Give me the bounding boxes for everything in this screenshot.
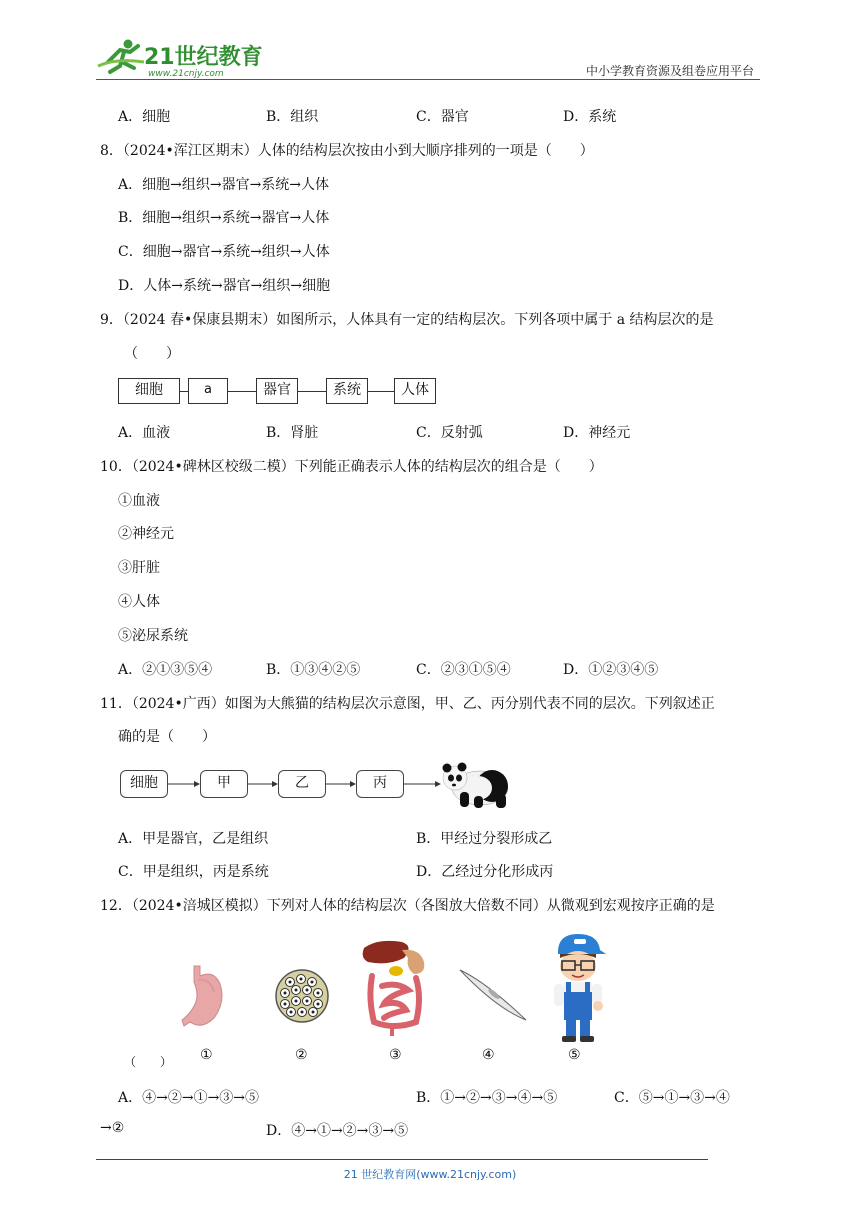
digestive-system-icon [358,938,432,1038]
stomach-icon [180,962,228,1032]
q9-option-c: C．反射弧 [416,425,483,441]
q11-option-b: B．甲经过分裂形成乙 [416,831,553,847]
q7-option-d: D．系统 [563,109,617,125]
q9-box-system: 系统 [326,378,368,404]
platform-title: 中小学教育资源及组卷应用平台 [585,64,754,78]
q10-option-c: C．②③①⑤④ [416,662,511,678]
q11-box-jia: 甲 [200,770,248,798]
q8-option-d: D．人体→系统→器官→组织→细胞 [118,278,331,294]
svg-text:21世纪教育: 21世纪教育 [144,45,263,70]
q12-option-a: A．④→②→①→③→⑤ [118,1090,260,1106]
q10-option-b: B．①③④②⑤ [266,662,361,678]
q11-box-cell: 细胞 [120,770,168,798]
connector [180,391,188,392]
q9-paren: （ ） [124,346,180,362]
q11-stem-line1: 11．（2024•广西）如图为大熊猫的结构层次示意图，甲、乙、丙分别代表不同的层次。下列叙述正 [100,696,715,712]
q10-option-a: A．②①③⑤④ [118,662,213,678]
q10-item-3: ③肝脏 [118,560,160,576]
q9-box-cell: 细胞 [118,378,180,404]
site-logo [96,36,266,80]
q9-box-body: 人体 [394,378,436,404]
q11-option-d: D．乙经过分化形成丙 [416,864,554,880]
q11-option-a: A．甲是器官，乙是组织 [118,831,269,847]
q12-fig-label-4: ④ [482,1047,495,1063]
footer-text: 21 世纪教育网(www.21cnjy.com) [343,1168,517,1181]
header-divider [96,79,760,80]
q11-option-c: C．甲是组织，丙是系统 [118,864,269,880]
q12-fig-label-2: ② [295,1047,308,1063]
q8-stem: 8．（2024•浑江区期末）人体的结构层次按由小到大顺序排列的一项是（ ） [100,143,594,159]
q9-box-organ: 器官 [256,378,298,404]
q9-box-a: a [188,378,228,404]
q12-stem: 12．（2024•涪城区模拟）下列对人体的结构层次（各图放大倍数不同）从微观到宏观按序正确的是 [100,898,715,914]
q12-fig-label-5: ⑤ [568,1047,581,1063]
q7-option-c: C．器官 [416,109,469,125]
q11-box-yi: 乙 [278,770,326,798]
cell-cluster-icon [274,968,330,1024]
q11-arrows [168,776,448,792]
q10-item-2: ②神经元 [118,526,174,542]
q11-stem-line2: 确的是（ ） [118,729,216,745]
cartoon-boy-icon [548,932,608,1044]
smooth-muscle-cell-icon [456,964,528,1024]
q7-option-a: A．细胞 [118,109,171,125]
q10-stem: 10．（2024•碑林区校级二模）下列能正确表示人体的结构层次的组合是（ ） [100,459,603,475]
q10-option-d: D．①②③④⑤ [563,662,659,678]
q11-box-bing: 丙 [356,770,404,798]
q12-fig-label-1: ① [200,1047,213,1063]
q12-fig-label-3: ③ [389,1047,402,1063]
q9-option-a: A．血液 [118,425,171,441]
q9-option-b: B．肾脏 [266,425,319,441]
q10-item-4: ④人体 [118,594,160,610]
footer-divider [96,1159,708,1160]
q9-option-d: D．神经元 [563,425,631,441]
q12-option-b: B．①→②→③→④→⑤ [416,1090,558,1106]
connector [368,391,394,392]
q8-option-a: A．细胞→组织→器官→系统→人体 [118,177,330,193]
svg-text:www.21cnjy.com: www.21cnjy.com [148,69,224,79]
connector [298,391,326,392]
q8-option-c: C．细胞→器官→系统→组织→人体 [118,244,330,260]
q12-paren: （ ） [124,1055,173,1069]
q9-stem: 9．（2024 春•保康县期末）如图所示，人体具有一定的结构层次。下列各项中属于 a 结构层次的是 [100,312,714,328]
q12-option-c-cont: →② [100,1120,125,1136]
q12-option-d: D．④→①→②→③→⑤ [266,1123,409,1139]
q10-item-1: ①血液 [118,493,160,509]
panda-icon [440,758,516,810]
runner-icon [98,40,144,73]
q7-option-b: B．组织 [266,109,319,125]
q10-item-5: ⑤泌尿系统 [118,628,188,644]
q8-option-b: B．细胞→组织→系统→器官→人体 [118,210,330,226]
connector [228,391,256,392]
q12-option-c: C．⑤→①→③→④ [614,1090,730,1106]
